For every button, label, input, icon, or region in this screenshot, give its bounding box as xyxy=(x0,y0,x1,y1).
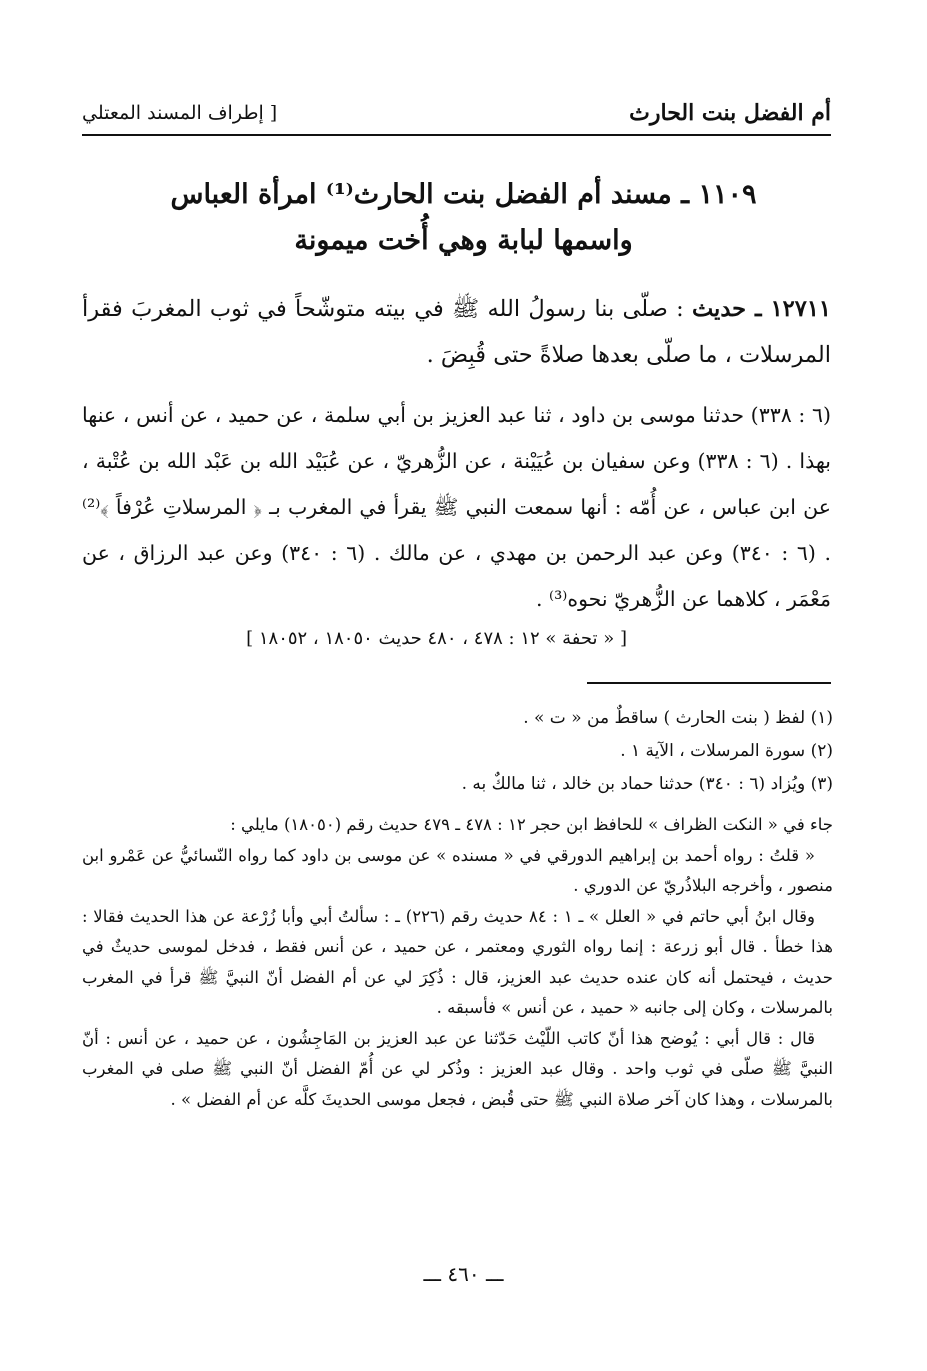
hadith-number: ١٢٧١١ ـ حديث xyxy=(691,296,831,322)
footnote-1: (١) لفظ ( بنت الحارث ) ساقطٌ من « ت » . xyxy=(523,708,833,728)
tuhfa-reference: [ « تحفة » ١٢ : ٤٧٨ ، ٤٨٠ حديث ١٨٠٥٠ ، ١٨٠٥٢ ] xyxy=(246,628,627,649)
footnote-3: (٣) ويُزاد (٦ : ٣٤٠) حدثنا حماد بن خالد ، ثنا مالكٌ به . xyxy=(461,774,833,794)
running-header xyxy=(82,94,831,136)
hadith-text xyxy=(82,286,831,378)
header-book-title: [ إطراف المسند المعتلي xyxy=(82,102,278,124)
page-number: ـــ ٤٦٠ ـــ xyxy=(423,1262,504,1286)
section-title-line-2: واسمها لبابة وهي أُخت ميمونة xyxy=(294,225,633,256)
section-title xyxy=(90,172,837,264)
note-intro: جاء في « النكت الظراف » للحافظ ابن حجر ١٢ : ٤٧٨ ـ ٤٧٩ حديث رقم (١٨٠٥٠) مايلي : xyxy=(230,815,833,834)
hadith-body: : صلّى بنا رسولُ الله ﷺ في بيته متوشّحاً في ثوب المغربَ فقرأ المرسلات ، ما صلّى بعدها صلاةً حتى قُبِضَ . xyxy=(82,296,831,368)
footnote-2: (٢) سورة المرسلات ، الآية ١ . xyxy=(620,741,833,761)
header-chapter-title: أم الفضل بنت الحارث xyxy=(629,100,831,126)
footnote-divider xyxy=(587,682,831,684)
note-paragraph-2: وقال ابنُ أبي حاتم في « العلل » ـ ١ : ٨٤ حديث رقم (٢٢٦) ـ : سألتُ أبي وأبا زُرْعة عن هذا الحديث فقالا : هذا خطأ . قال أبو زرعة : إنما رواه الثوري ومعتمر ، عن حميد ، عن أنس فقط ، فدخل لموسى حديثٌ في حديث ، فيحتمل أنه كان عنده حديث عبد العزيز، قال : ذُكِرَ لي عن أم الفضل أنّ النبيَّ ﷺ قرأ في المغرب بالمرسلات ، وكان إلى جانبه « حميد ، عن أنس » فأسبقه . xyxy=(82,906,833,1017)
footnotes xyxy=(82,702,833,801)
section-title-line-1: ١١٠٩ ـ مسند أم الفضل بنت الحارث⁽¹⁾ امرأة العباس xyxy=(170,179,757,210)
editor-note xyxy=(82,810,833,1115)
note-paragraph-1: « قلتُ : رواه أحمد بن إبراهيم الدورقي في « مسنده » عن موسى بن داود كما رواه النّسائيُّ عن عَمْرو ابن منصور ، وأخرجه البلاذُريّ عن الدوري . xyxy=(82,845,833,895)
isnad-sources: (٦ : ٣٣٨) حدثنا موسى بن داود ، ثنا عبد العزيز بن أبي سلمة ، عن حميد ، عن أنس ، عنها بهذا . (٦ : ٣٣٨) وعن سفيان بن عُيَيْنة ، عن الزُّهريّ ، عن عُبَيْد الله بن عَبْد الله بن عُتْبة ، عن ابن عباس ، عن أُمّه : أنها سمعت النبي ﷺ يقرأ في المغرب بـ ﴿ المرسلاتِ عُرْفاً ﴾⁽²⁾ . (٦ : ٣٤٠) وعن عبد الرحمن بن مهدي ، عن مالك . (٦ : ٣٤٠) وعن عبد الرزاق ، عن مَعْمَر ، كلاهما عن الزُّهريّ نحوه⁽³⁾ . xyxy=(82,403,832,611)
note-paragraph-3: قال : قال أبي : يُوضح هذا أنّ كاتب اللّيْث حَدّثنا عن عبد العزيز بن المَاجِشُون ، عن حميد ، عن أنس : أنّ النبيَّ ﷺ صلّى في ثوب واحد . وقال عبد العزيز : وذُكر لي عن أُمّ الفضل أنّ النبي ﷺ صلى في المغرب بالمرسلات ، وهذا كان آخر صلاة النبي ﷺ حتى قُبض ، فجعل موسى الحديثَ كلَّه عن أم الفضل » . xyxy=(82,1028,833,1109)
